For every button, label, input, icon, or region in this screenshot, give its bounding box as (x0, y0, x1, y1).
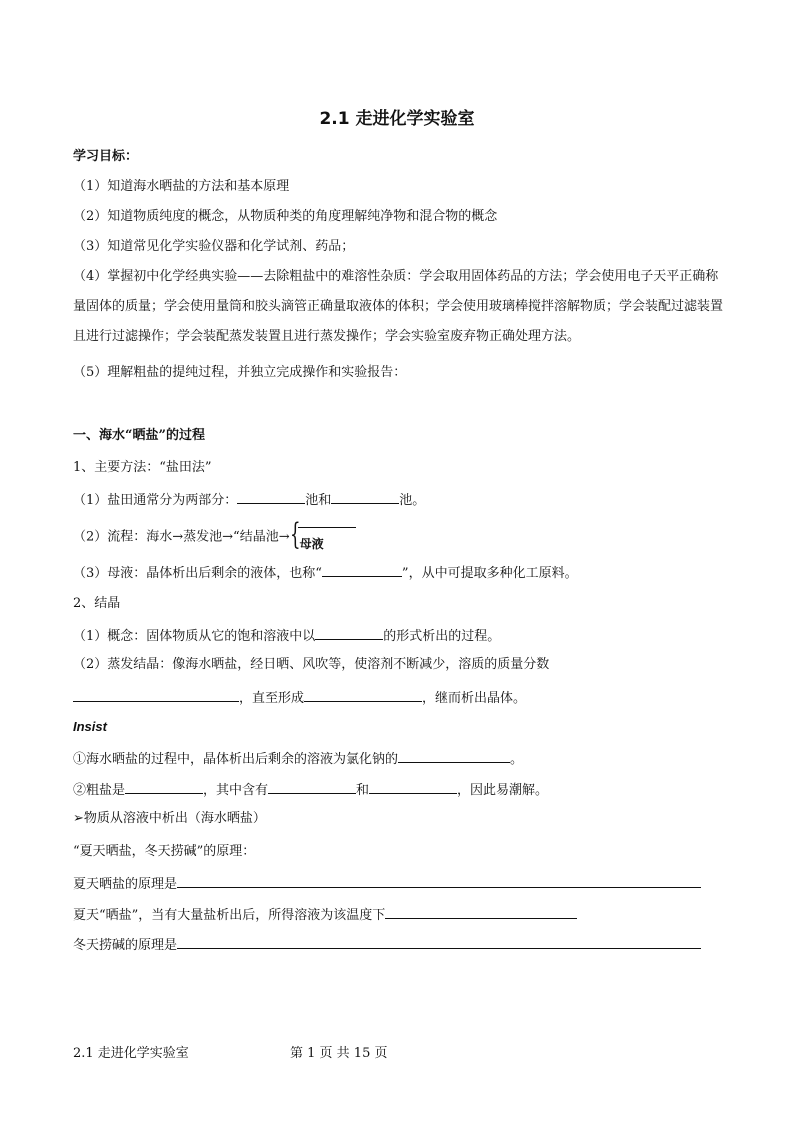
summer-principle (73, 874, 701, 894)
answer-blank[interactable] (125, 780, 203, 794)
answer-blank[interactable] (398, 749, 510, 763)
answer-blank[interactable] (315, 626, 383, 640)
answer-blank[interactable] (304, 688, 422, 702)
winter-principle (73, 935, 701, 955)
answer-blank[interactable] (298, 527, 356, 528)
subsection-crystallization: 2、结晶 (73, 596, 121, 611)
objective-item-2: （2）知道物质纯度的概念，从物质种类的角度理解纯净物和混合物的概念 (73, 209, 498, 224)
answer-blank[interactable] (177, 874, 701, 888)
insist-label: Insist (73, 719, 107, 734)
insist-item-1 (73, 749, 523, 769)
question-text: 池。 (399, 493, 426, 508)
answer-blank[interactable] (73, 688, 239, 702)
objective-item-3: （3）知道常见化学实验仪器和化学试剂、药品； (73, 239, 355, 254)
question-text: 和 (356, 783, 370, 798)
question-text: ”，从中可提取多种化工原料。 (401, 566, 578, 581)
question-salt-pans (73, 490, 425, 510)
question-text: （2）流程：海水→蒸发池→“结晶池→ (73, 529, 290, 545)
question-text: 夏天晒盐的原理是 (73, 877, 178, 892)
question-concept (73, 626, 500, 646)
question-text: 。 (510, 752, 524, 767)
answer-blank[interactable] (322, 563, 402, 577)
answer-blank[interactable] (385, 905, 577, 919)
question-text: （3）母液：晶体析出后剩余的液体，也称“ (73, 566, 322, 581)
answer-blank[interactable] (369, 780, 457, 794)
question-text: ，其中含有 (203, 783, 269, 798)
answer-blank[interactable] (237, 490, 305, 504)
question-text: ①海水晒盐的过程中，晶体析出后剩余的溶液为氯化钠的 (73, 752, 399, 767)
answer-blank[interactable] (331, 490, 399, 504)
mother-liquor-label: 母液 (299, 537, 324, 551)
question-text: ，因此易潮解。 (457, 783, 549, 798)
subsection-method: 1、主要方法：“盐田法” (73, 460, 212, 475)
summer-solution (73, 905, 577, 925)
question-text: ②粗盐是 (73, 783, 126, 798)
question-evaporation-cont (73, 688, 526, 708)
principle-heading: “夏天晒盐，冬天捞碱”的原理： (73, 844, 256, 859)
objective-item-5: （5）理解粗盐的提纯过程，并独立完成操作和实验报告： (73, 365, 407, 380)
question-mother-liquor (73, 563, 578, 583)
question-text: 的形式析出的过程。 (383, 629, 501, 644)
bullet-heading: ➢物质从溶液中析出（海水晒盐） (73, 811, 266, 826)
question-text: ，直至形成 (239, 691, 305, 706)
question-text: 夏天“晒盐”，当有大量盐析出后，所得溶液为该温度下 (73, 908, 386, 923)
objectives-heading: 学习目标： (73, 149, 139, 164)
question-text: ，继而析出晶体。 (422, 691, 527, 706)
objective-item-4: （4）掌握初中化学经典实验——去除粗盐中的难溶性杂质：学会取用固体药品的方法；学会使用电子天平正确称量固体的质量；学会使用量筒和胶头滴管正确量取液体的体积；学会使用玻璃棒搅拌溶解物质；学会装配过滤装置且进行过滤操作；学会装配蒸发装置且进行蒸发操作；学会实验室废弃物正确处理方法。 (73, 269, 724, 344)
insist-item-2 (73, 780, 548, 800)
question-text: （1）概念：固体物质从它的饱和溶液中以 (73, 629, 316, 644)
question-text: 冬天捞碱的原理是 (73, 938, 178, 953)
footer-title: 2.1 走进化学实验室 (73, 1046, 189, 1061)
footer-page-number: 第 1 页 共 15 页 (290, 1046, 388, 1061)
answer-blank[interactable] (268, 780, 356, 794)
brace-symbol: { (289, 517, 301, 552)
question-flow (73, 517, 360, 552)
question-evaporation: （2）蒸发结晶：像海水晒盐，经日晒、风吹等，使溶剂不断减少，溶质的质量分数 (73, 657, 550, 672)
flow-branch (289, 517, 360, 552)
objective-item-1: （1）知道海水晒盐的方法和基本原理 (73, 179, 290, 194)
answer-blank[interactable] (177, 935, 701, 949)
page-title: 2.1 走进化学实验室 (319, 109, 475, 129)
question-text: 池和 (305, 493, 332, 508)
section-heading: 一、海水“晒盐”的过程 (73, 428, 205, 443)
question-text: （1）盐田通常分为两部分： (73, 493, 238, 508)
